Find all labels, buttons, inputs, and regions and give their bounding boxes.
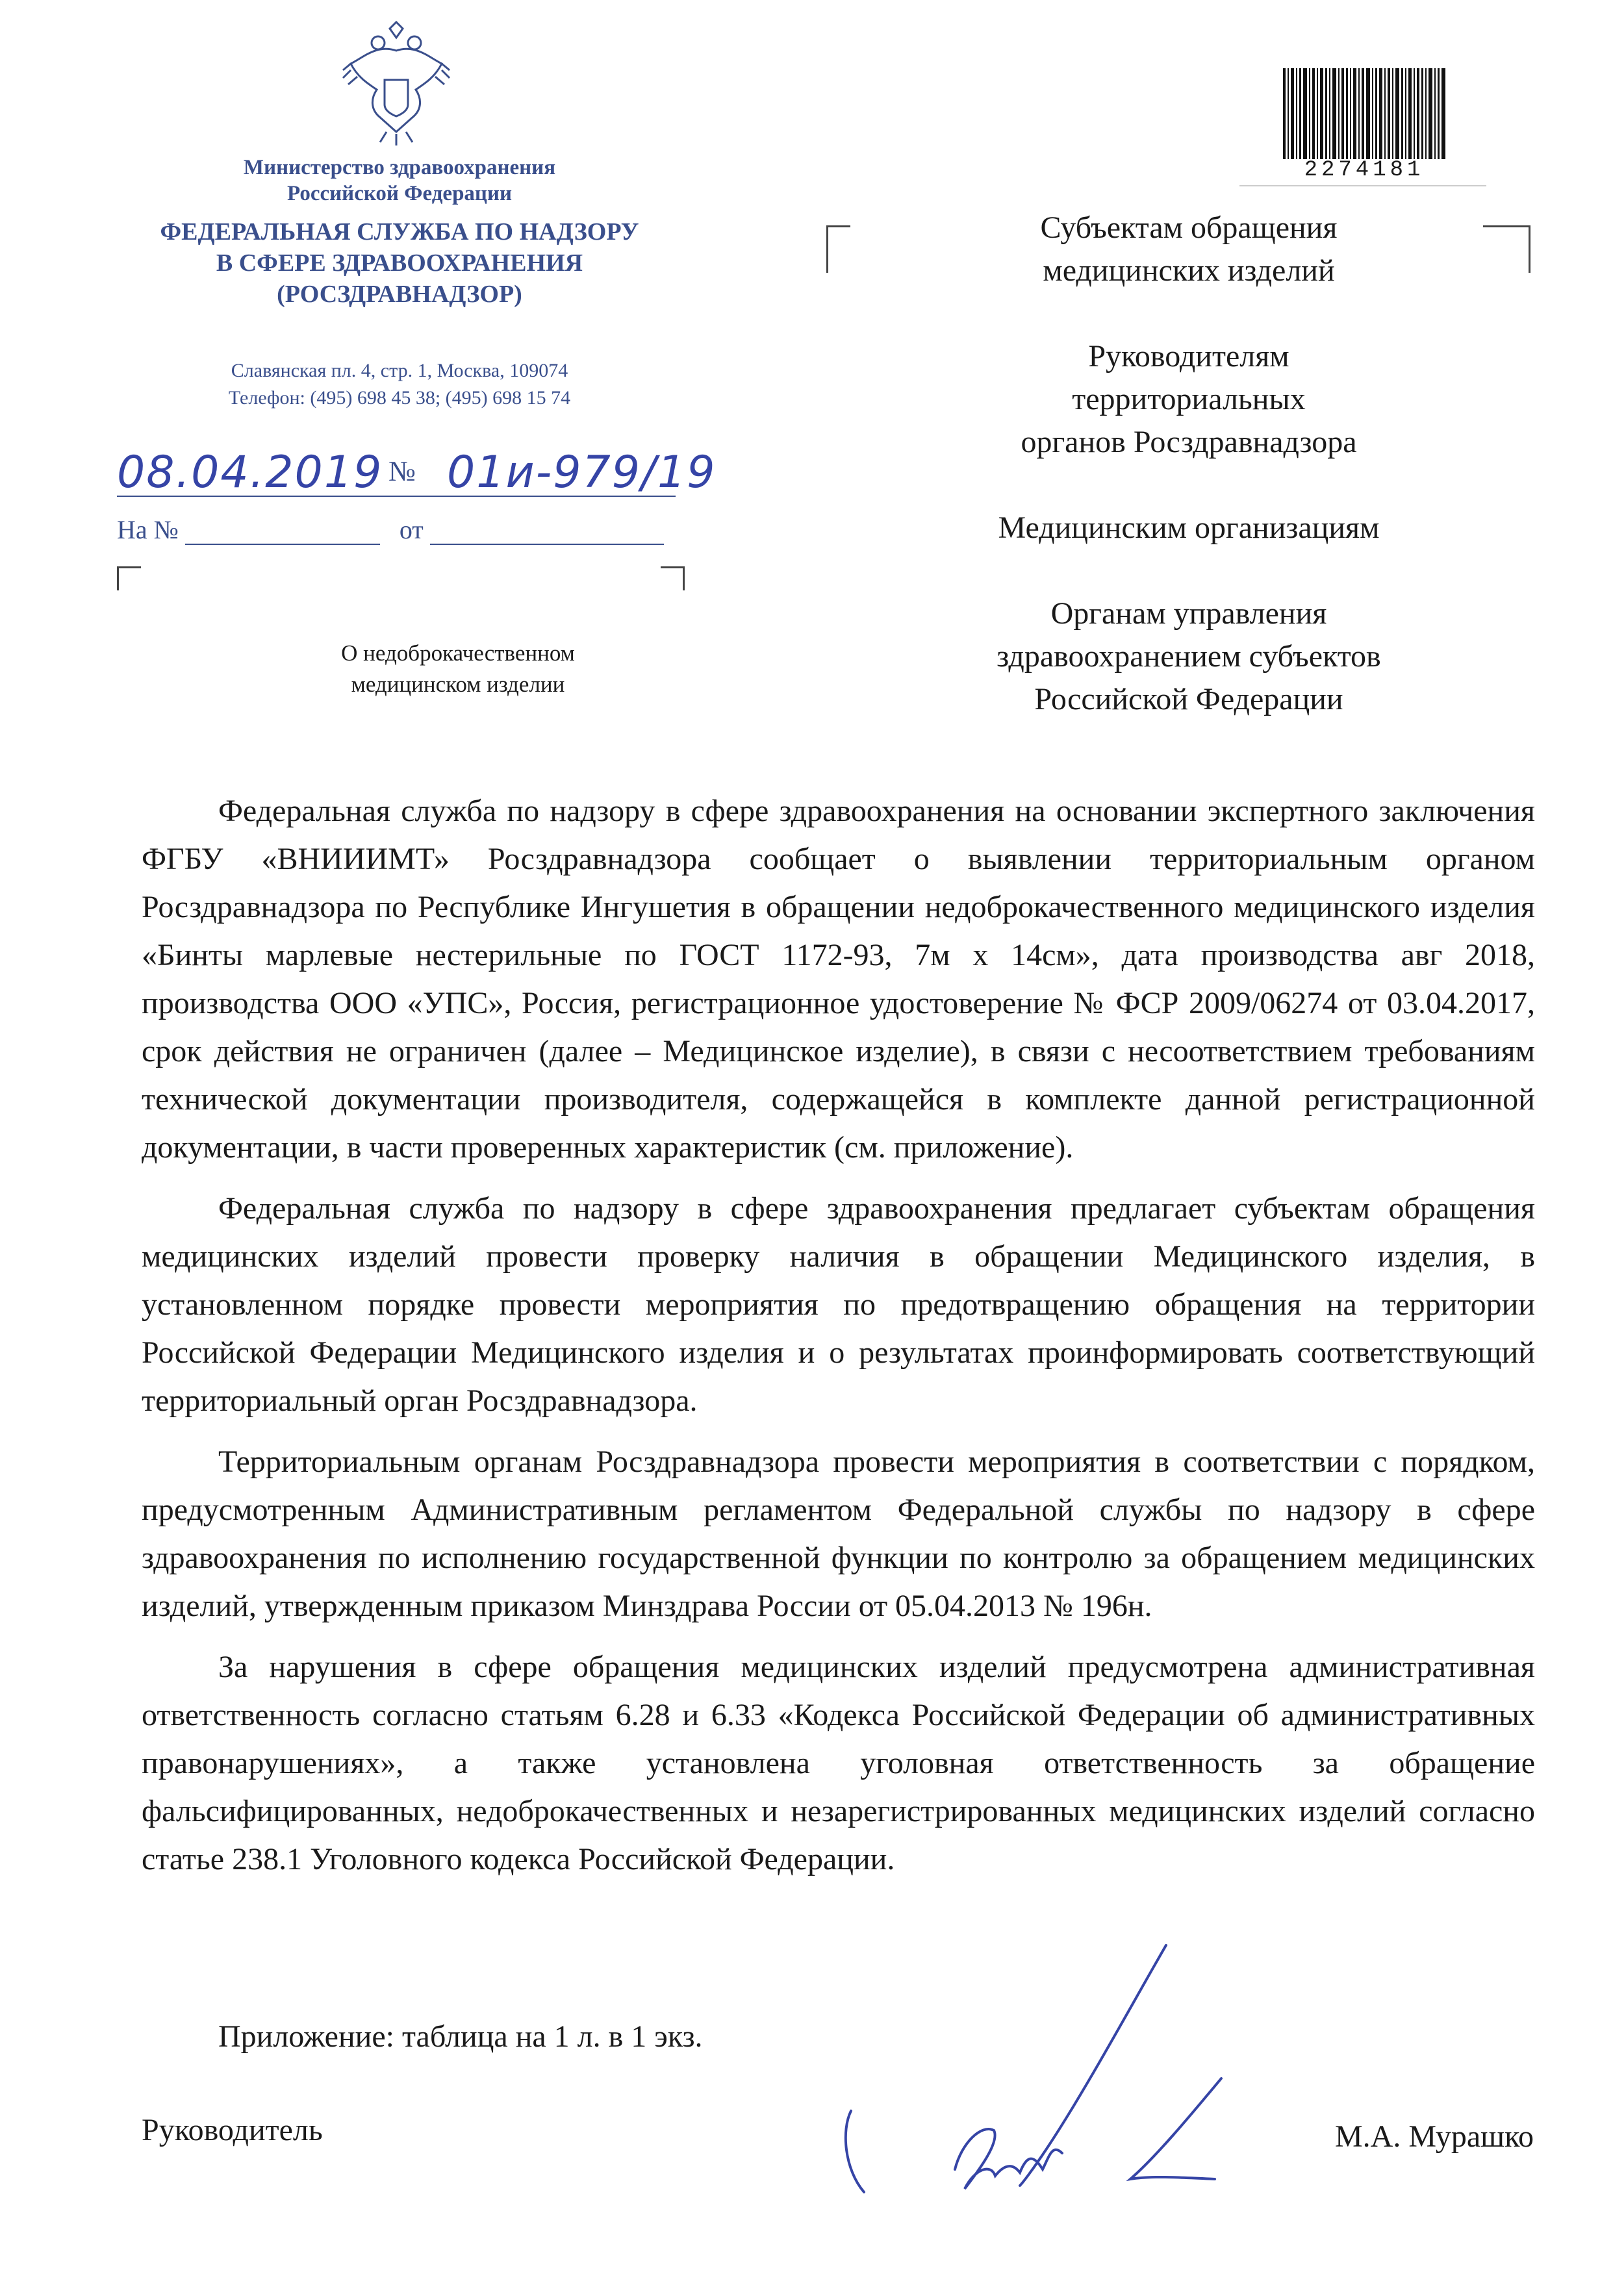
registration-underline xyxy=(117,494,702,500)
addressee-group-3 xyxy=(896,507,1481,549)
barcode-number: 2274181 xyxy=(1304,158,1425,183)
attachment-note: Приложение: таблица на 1 л. в 1 экз. xyxy=(218,2019,703,2054)
addressee-line: медицинских изделий xyxy=(1043,253,1335,288)
addressee-line: Органам управления xyxy=(1050,596,1327,631)
addressee-line: Российской Федерации xyxy=(1034,682,1343,716)
addressee-group-1 xyxy=(896,207,1481,292)
signer-title: Руководитель xyxy=(142,2113,323,2147)
body-paragraph-4: За нарушения в сфере обращения медицинских изделий предусмотрена административная ответственность согласно статьям 6.28 и 6.33 «Кодекса Российской Федерации об административных правонарушениях», а также установлена уголовная ответственность за обращение фальсифицированных, недоброкачественных и незарегистрированных медицинских изделий согласно статье 238.1 Уголовного кодекса Российской Федерации. xyxy=(142,1650,1535,1876)
reference-date-label: от xyxy=(399,515,424,544)
reference-date-blank xyxy=(430,513,664,545)
addressee-line: территориальных xyxy=(1072,382,1306,416)
addressee-group-4 xyxy=(896,592,1481,721)
address-line: Славянская пл. 4, стр. 1, Москва, 109074 xyxy=(231,360,568,381)
body-paragraph-2: Федеральная служба по надзору в сфере здравоохранения предлагает субъектам обращения медицинских изделий провести проверку наличия в обращении Медицинского изделия, в установленном порядке провести мероприятия по предотвращению обращения на территории Российской Федерации Медицинского изделия и о результатах проинформировать соответствующий территориальный орган Росздравнадзора. xyxy=(142,1191,1535,1418)
ministry-name xyxy=(97,155,702,207)
barcode-divider xyxy=(1239,185,1486,186)
service-line-3: (РОСЗДРАВНАДЗОР) xyxy=(277,281,522,308)
state-emblem-icon xyxy=(338,18,455,148)
addressee-block xyxy=(896,207,1481,764)
body-paragraph-1: Федеральная служба по надзору в сфере здравоохранения на основании экспертного заключения ФГБУ «ВНИИИМТ» Росздравнадзора сообщает о выявлении территориальным органом Росздравнадзора по Республике Ингушетия в обращении недоброкачественного медицинского изделия «Бинты марлевые нестерильные по ГОСТ 1172-93, 7м х 14см», дата производства авг 2018, производства ООО «УПС», Россия, регистрационное удостоверение № ФСР 2009/06274 от 03.04.2017, срок действия не ограничен (далее – Медицинское изделие), в связи с несоответствием требованиям технической документации производителя, содержащейся в комплекте данной регистрационной документации, в части проверенных характеристик (см. приложение). xyxy=(142,794,1535,1165)
corner-mark-top-right xyxy=(661,566,685,590)
corner-mark-top-left xyxy=(117,566,141,590)
reference-number-label: На № xyxy=(117,515,179,544)
corner-mark-addressee-left xyxy=(826,225,850,273)
addressee-line: здравоохранением субъектов xyxy=(997,639,1381,674)
barcode-icon xyxy=(1283,68,1445,159)
letter-body xyxy=(142,787,1535,1897)
service-line-2: В СФЕРЕ ЗДРАВООХРАНЕНИЯ xyxy=(216,249,583,277)
phone-line: Телефон: (495) 698 45 38; (495) 698 15 74 xyxy=(228,387,571,409)
corner-mark-addressee-right xyxy=(1483,225,1530,273)
subject-line-1: О недоброкачественном xyxy=(341,640,575,666)
addressee-line: органов Росздравнадзора xyxy=(1021,425,1357,459)
letter-subject xyxy=(273,638,643,700)
registration-date: 08.04.2019 xyxy=(117,447,383,498)
ministry-line-2: Российской Федерации xyxy=(287,182,512,205)
addressee-line: Руководителям xyxy=(1088,339,1289,373)
service-address xyxy=(97,357,702,412)
ministry-line-1: Министерство здравоохранения xyxy=(243,156,556,179)
reference-line xyxy=(117,513,664,545)
addressee-line: Субъектам обращения xyxy=(1040,210,1338,245)
registration-number-sign: № xyxy=(388,455,416,487)
addressee-line: Медицинским организациям xyxy=(998,511,1380,545)
reference-number-blank xyxy=(185,513,380,545)
service-line-1: ФЕДЕРАЛЬНАЯ СЛУЖБА ПО НАДЗОРУ xyxy=(160,218,639,246)
signature-icon xyxy=(825,1936,1293,2215)
signer-name: М.А. Мурашко xyxy=(1335,2119,1534,2154)
body-paragraph-3: Территориальным органам Росздравнадзора провести мероприятия в соответствии с порядком, предусмотренным Административным регламентом Федеральной службы по надзору в сфере здравоохранения по исполнению государственной функции по контролю за обращением медицинских изделий, утвержденным приказом Минздрава России от 05.04.2013 № 196н. xyxy=(142,1444,1535,1623)
addressee-group-2 xyxy=(896,335,1481,464)
registration-number: 01и-979/19 xyxy=(447,447,717,498)
subject-line-2: медицинском изделии xyxy=(351,672,565,697)
service-name xyxy=(97,216,702,310)
